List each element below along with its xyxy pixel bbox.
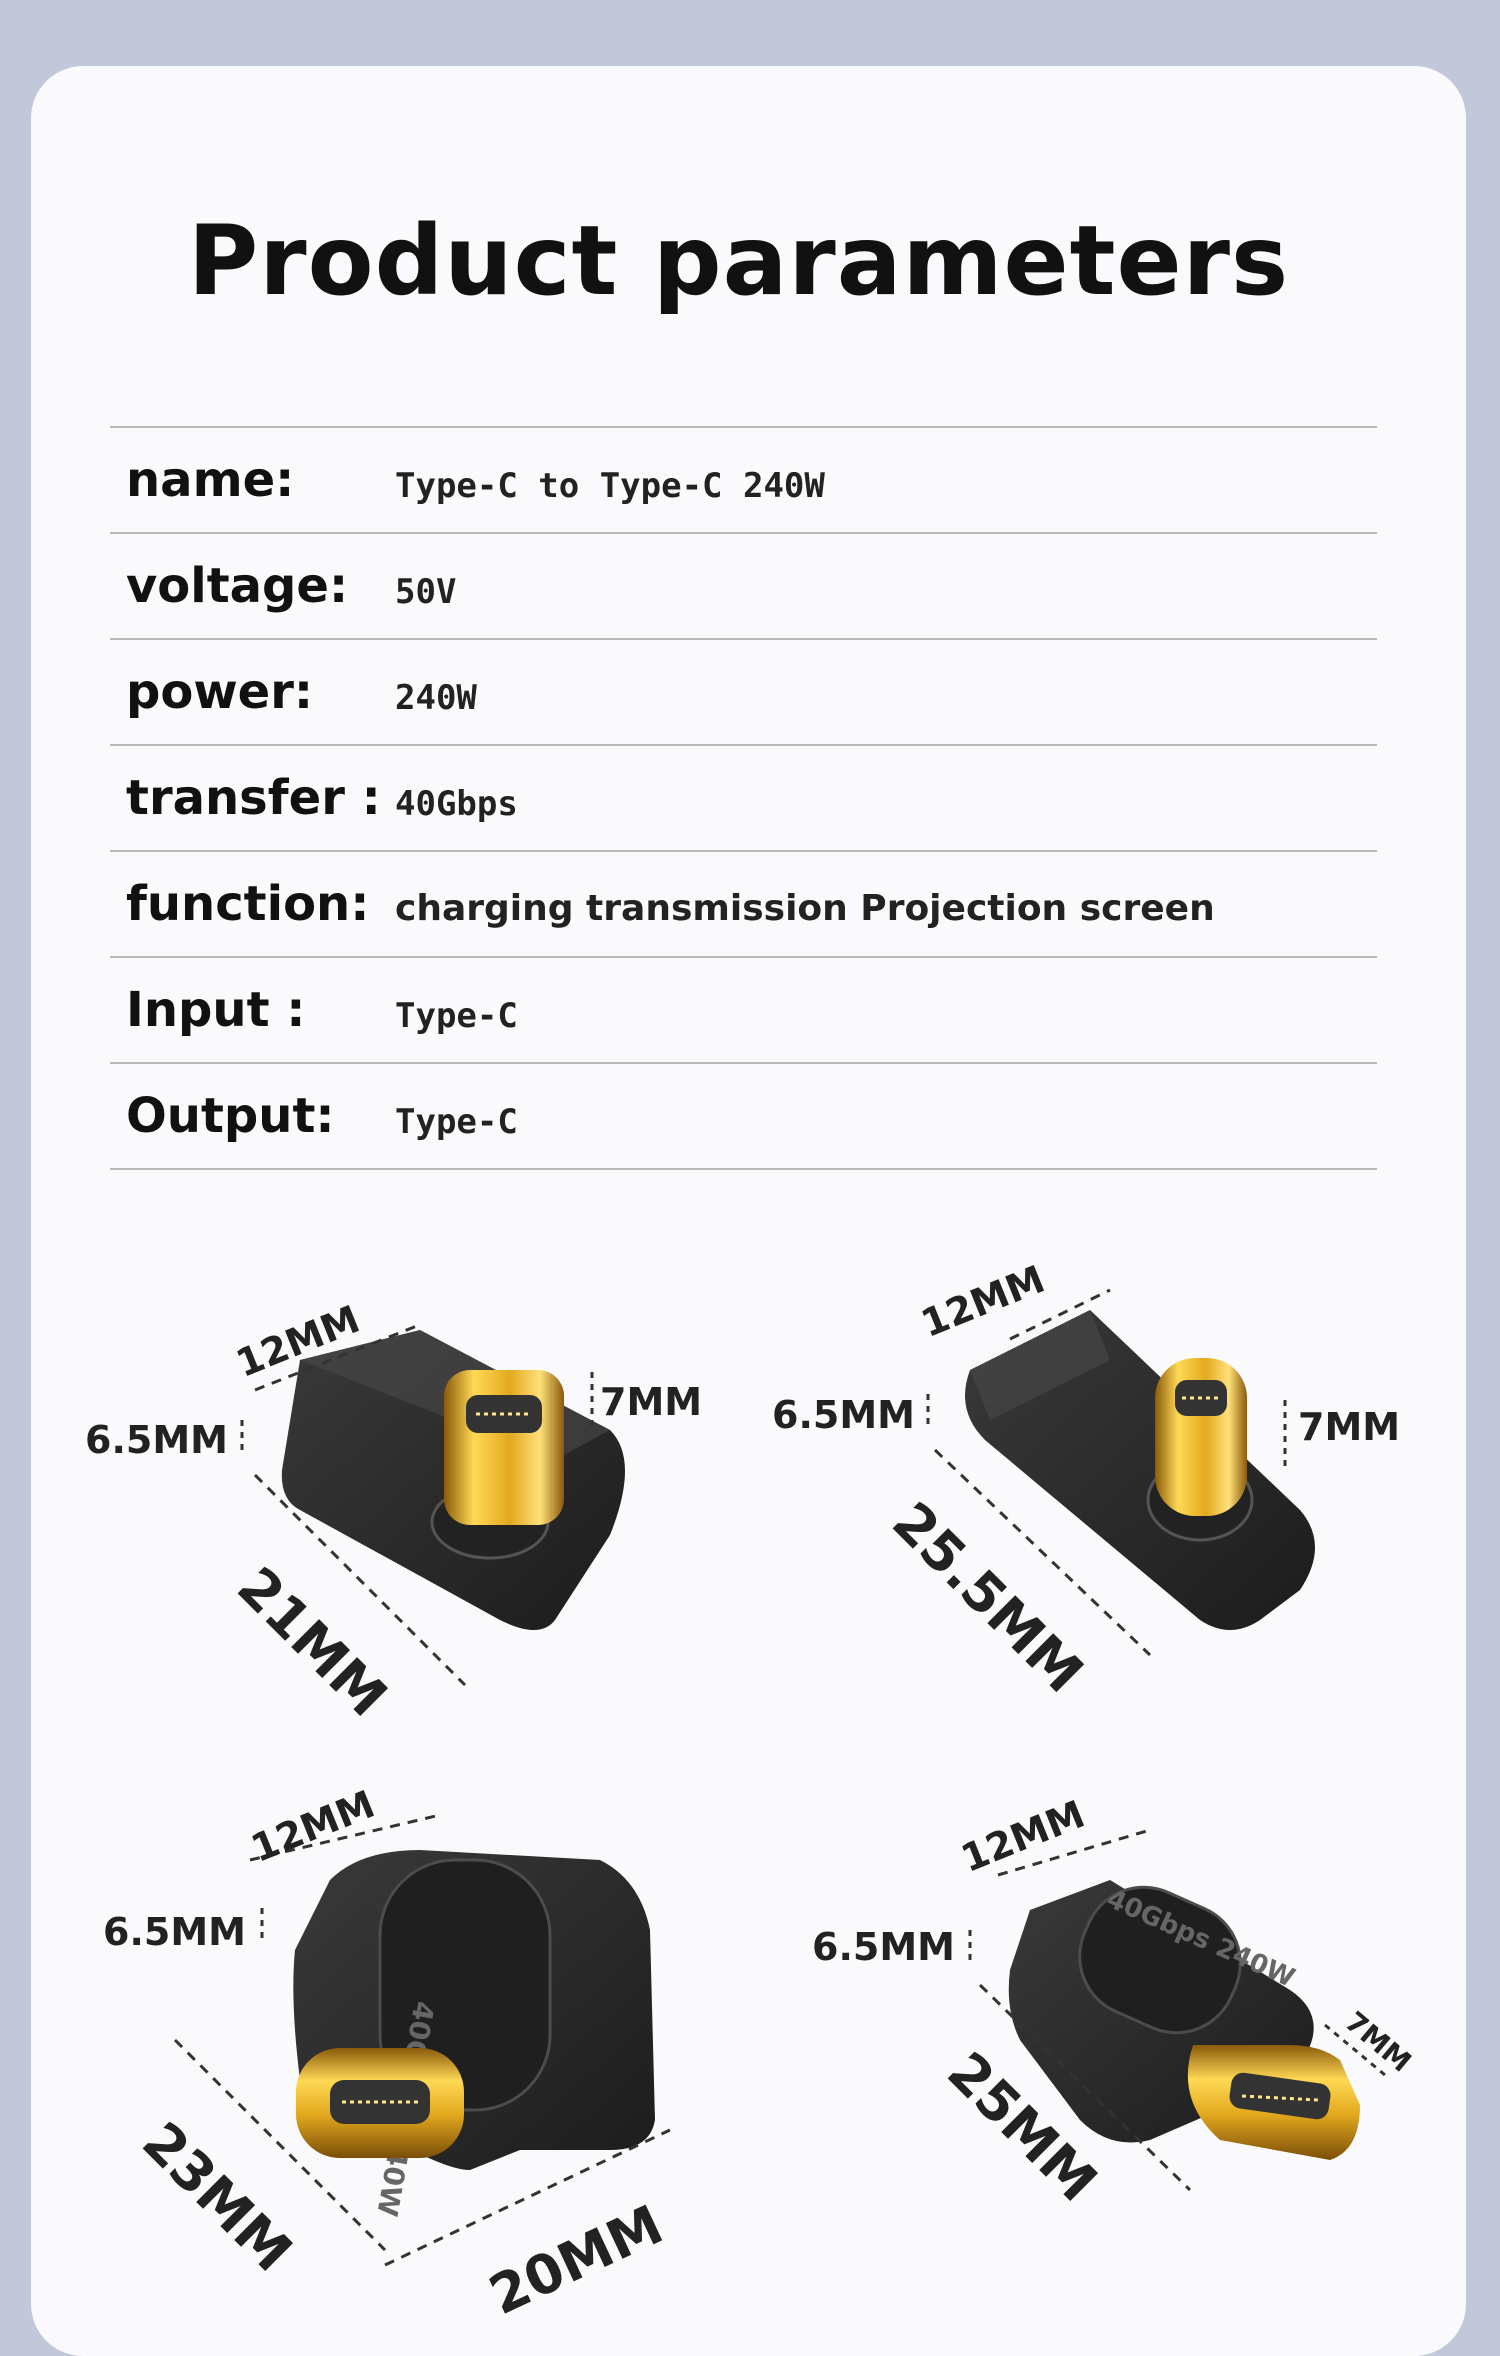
spec-value: 40Gbps — [395, 784, 518, 824]
spec-label: Input : — [126, 982, 306, 1038]
spec-label: name: — [126, 452, 295, 508]
adapter-2-height-label: 6.5MM — [772, 1393, 915, 1437]
spec-value: charging transmission Projection screen — [395, 888, 1215, 929]
spec-label: voltage: — [126, 558, 349, 614]
adapter-1-height-label: 6.5MM — [85, 1418, 228, 1462]
spec-value: Type-C — [395, 996, 518, 1036]
emboss-text: 40Gbps 240W — [1102, 1883, 1300, 1994]
adapter-3-height-label: 6.5MM — [103, 1910, 246, 1954]
adapter-3-length-label: 23MM — [130, 2110, 305, 2284]
spec-value: Type-C to Type-C 240W — [395, 466, 825, 506]
page-title: Product parameters — [187, 205, 1290, 317]
adapter-2-plug-label: 7MM — [1298, 1405, 1401, 1449]
emboss-text: 240W — [370, 2125, 419, 2219]
spec-label: transfer : — [126, 770, 381, 826]
adapter-4-width-label: 12MM — [955, 1791, 1091, 1881]
spec-value: 50V — [395, 572, 457, 612]
adapter-1-width-label: 12MM — [230, 1296, 366, 1386]
spec-label: power: — [126, 664, 314, 720]
adapter-4-plug-label: 7MM — [1338, 2005, 1418, 2079]
adapter-1-length-label: 21MM — [225, 1555, 400, 1729]
adapter-2-length-label: 25.5MM — [880, 1490, 1096, 1705]
adapter-1-plug-label: 7MM — [600, 1380, 703, 1424]
adapter-4-length-label: 25MM — [935, 2040, 1110, 2214]
spec-value: Type-C — [395, 1102, 518, 1142]
spec-label: Output: — [126, 1088, 335, 1144]
spec-value: 240W — [395, 678, 477, 718]
spec-label: function: — [126, 876, 370, 932]
adapter-3-depth-label: 20MM — [480, 2192, 673, 2328]
adapter-2-width-label: 12MM — [915, 1256, 1051, 1346]
adapter-3-width-label: 12MM — [245, 1781, 381, 1871]
adapter-4-height-label: 6.5MM — [812, 1925, 955, 1969]
